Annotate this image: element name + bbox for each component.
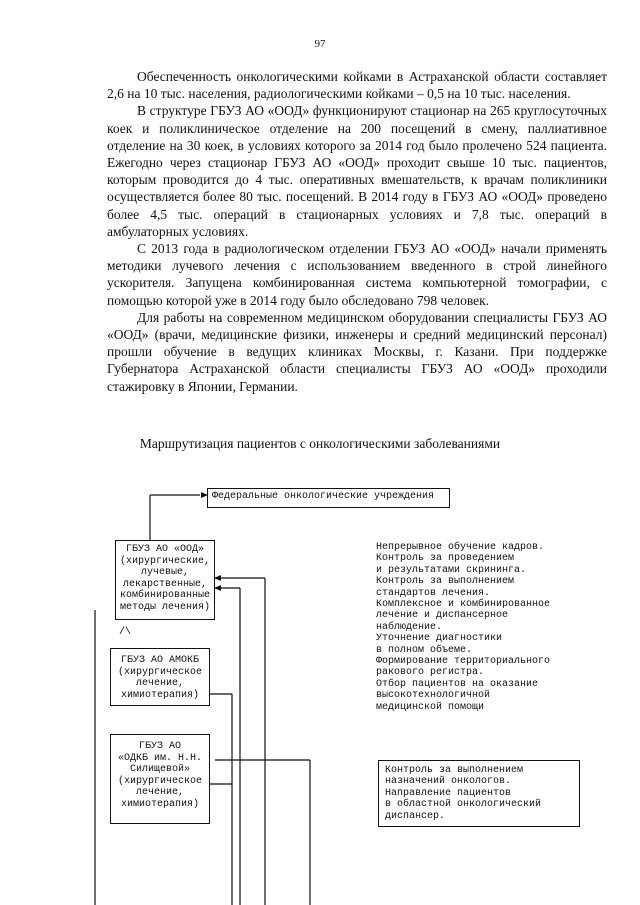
amokb-line: лечение, [135,678,184,689]
note-line: лечение и диспансерное [376,610,509,622]
note-line: медицинской помощи [376,701,485,713]
note-line: Направление пациентов [385,787,512,799]
amokb-line: ГБУЗ АО АМОКБ [120,655,199,666]
amokb-line: (хирургическое [117,666,202,678]
arrow-head [214,585,221,591]
note-line: назначений онкологов. [385,776,512,788]
odkb-line: «ОДКБ им. Н.Н. [117,752,202,764]
odkb-line: лечение, [135,787,184,798]
note-line: и результатами скрининга. [376,564,527,576]
note-line: ракового регистра. [376,667,485,679]
note-line: Комплексное и комбинированное [376,599,551,611]
paragraph: Для работы на современном медицинском оборудовании специалисты ГБУЗ АО «ООД» (врачи, медицинские физики, инженеры и средний медицинский персонал) прошли обучение в ведущих клиниках Москвы, г. Казани. При поддержке Губернатора Астраханской области специалисты ГБУЗ АО «ООД» проходили стажировку в Японии, Германии. [107,309,607,394]
odkb-box [110,734,210,824]
ood-line: ГБУЗ АО «ООД» [125,544,204,555]
diagram-title: Маршрутизация пациентов с онкологическими заболеваниями [139,436,501,451]
ood-line: (хирургические, [119,555,210,567]
ood-line: лекарственные, [122,578,207,590]
paragraph: Обеспеченность онкологическими койками в Астраханской области составляет 2,6 на 10 тыс. населения, радиологическими койками – 0,5 на 10 тыс. населения. [107,69,607,102]
up-arrow-marker [119,627,131,638]
ood-line: методы лечения) [119,601,210,613]
arrow-head [214,575,221,581]
ood-line: комбинированные [119,590,210,601]
control-notes-box [378,760,580,827]
note-line: Контроль за проведением [376,553,515,565]
federal-label: Федеральные онкологические учреждения [212,491,435,502]
federal-institutions-box [207,488,450,508]
note-line: в областной онкологический [385,799,542,811]
up-arrow-label: /\ [119,627,132,638]
ood-box [115,540,215,620]
note-line: Непрерывное обучение кадров. [376,542,545,553]
odkb-line: ГБУЗ АО [138,741,181,752]
note-line: Формирование территориального [376,656,551,668]
note-line: Уточнение диагностики [376,633,503,645]
note-line: стандартов лечения. [376,587,491,599]
odkb-line: (хирургическое [117,775,202,787]
amokb-box [110,648,210,706]
odkb-line: химиотерапия) [120,798,199,810]
note-line: Контроль за выполнением [385,765,524,776]
note-line: в полном объеме. [376,644,473,656]
paragraph: С 2013 года в радиологическом отделении ГБУЗ АО «ООД» начали применять методики лучевого лечения с использованием введенного в строй линейного ускорителя. Запущена комбинированная система компьютерной томографии, с помощью которой уже в 2014 году было обследовано 798 человек. [107,241,607,308]
note-line: Отбор пациентов на оказание [376,678,539,690]
page-number: 97 [314,38,326,50]
note-line: наблюдение. [376,621,443,633]
note-line: Контроль за выполнением [376,576,515,588]
functions-notes [376,542,550,713]
ood-line: лучевые, [140,567,189,578]
note-line: высокотехнологичной [376,690,491,702]
odkb-line: Силищевой» [129,764,190,775]
note-line: диспансер. [385,810,446,822]
paragraph: В структуре ГБУЗ АО «ООД» функционируют стационар на 265 круглосуточных коек и поликлиническое отделение на 200 посещений в смену, паллиативное отделение на 30 коек, в условиях которого за 2014 год было пролечено 524 пациента. Ежегодно через стационар ГБУЗ АО «ООД» проходит свыше 10 тыс. пациентов, которым проводится до 4 тыс. оперативных вмешательств, к врачам поликлиники осуществляется более 80 тыс. посещений. В 2014 году в ГБУЗ АО «ООД» проведено более 4,5 тыс. операций в стационарных условиях и 7,8 тыс. операций в амбулаторных условиях. [107,103,607,239]
amokb-line: химиотерапия) [120,689,199,701]
